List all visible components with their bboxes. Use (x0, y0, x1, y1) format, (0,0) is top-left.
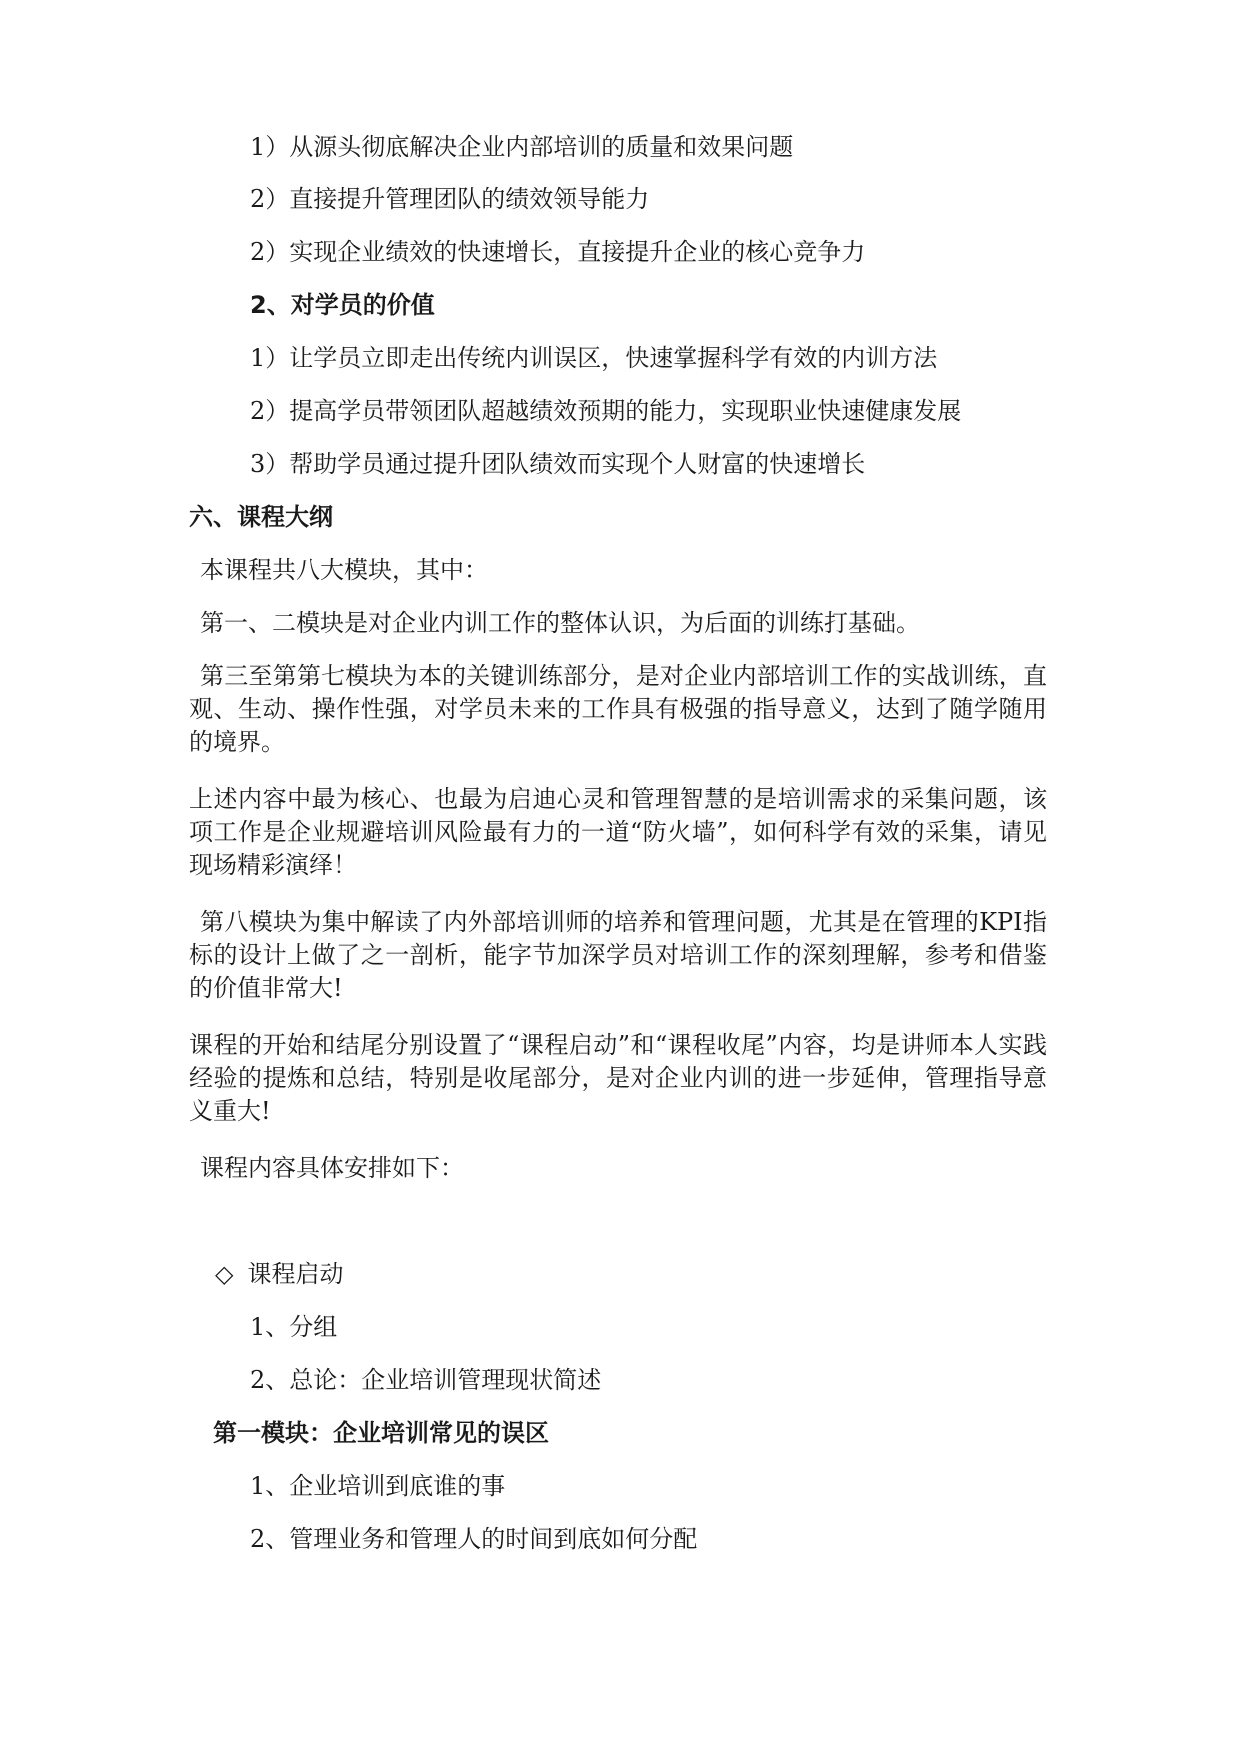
company-benefit-2: 2）直接提升管理团队的绩效领导能力 (250, 185, 650, 213)
outline-paragraph-1: 本课程共八大模块，其中： (200, 556, 488, 584)
module-1-heading: 第一模块：企业培训常见的误区 (213, 1419, 549, 1447)
company-benefit-3: 2）实现企业绩效的快速增长，直接提升企业的核心竞争力 (250, 238, 866, 266)
outline-paragraph-2: 第一、二模块是对企业内训工作的整体认识，为后面的训练打基础。 (200, 609, 920, 637)
course-start-title: 课程启动 (247, 1260, 344, 1288)
outline-paragraph-4: 上述内容中最为核心、也最为启迪心灵和管理智慧的是培训需求的采集问题，该项工作是企业规避培训风险最有力的一道“防火墙”，如何科学有效的采集，请见现场精彩演绎！ (189, 785, 1047, 879)
course-start-item-1: 1、分组 (250, 1313, 338, 1341)
outline-paragraph-3: 第三至第第七模块为本的关键训练部分，是对企业内部培训工作的实战训练，直观、生动、操作性强，对学员未来的工作具有极强的指导意义，达到了随学随用的境界。 (189, 662, 1047, 756)
section-6-heading: 六、课程大纲 (189, 503, 333, 531)
outline-paragraph-5: 第八模块为集中解读了内外部培训师的培养和管理问题，尤其是在管理的KPI指标的设计上做了之一剖析，能字节加深学员对培训工作的深刻理解，参考和借鉴的价值非常大! (189, 908, 1047, 1002)
module-1-item-2: 2、管理业务和管理人的时间到底如何分配 (250, 1525, 698, 1553)
student-value-item-2: 2）提高学员带领团队超越绩效预期的能力，实现职业快速健康发展 (250, 397, 962, 425)
company-benefit-1: 1）从源头彻底解决企业内部培训的质量和效果问题 (250, 133, 794, 161)
course-start-item-2: 2、总论：企业培训管理现状简述 (250, 1366, 602, 1394)
student-value-item-3: 3）帮助学员通过提升团队绩效而实现个人财富的快速增长 (250, 450, 866, 478)
outline-paragraph-7: 课程内容具体安排如下： (200, 1154, 464, 1182)
outline-paragraph-6: 课程的开始和结尾分别设置了“课程启动”和“课程收尾”内容，均是讲师本人实践经验的提炼和总结，特别是收尾部分，是对企业内训的进一步延伸，管理指导意义重大! (189, 1031, 1047, 1125)
module-1-item-1: 1、企业培训到底谁的事 (250, 1472, 506, 1500)
student-value-heading: 2、对学员的价值 (250, 291, 435, 319)
diamond-bullet-icon: ◇ (215, 1260, 234, 1288)
student-value-item-1: 1）让学员立即走出传统内训误区，快速掌握科学有效的内训方法 (250, 344, 938, 372)
course-start-heading (215, 1258, 343, 1291)
